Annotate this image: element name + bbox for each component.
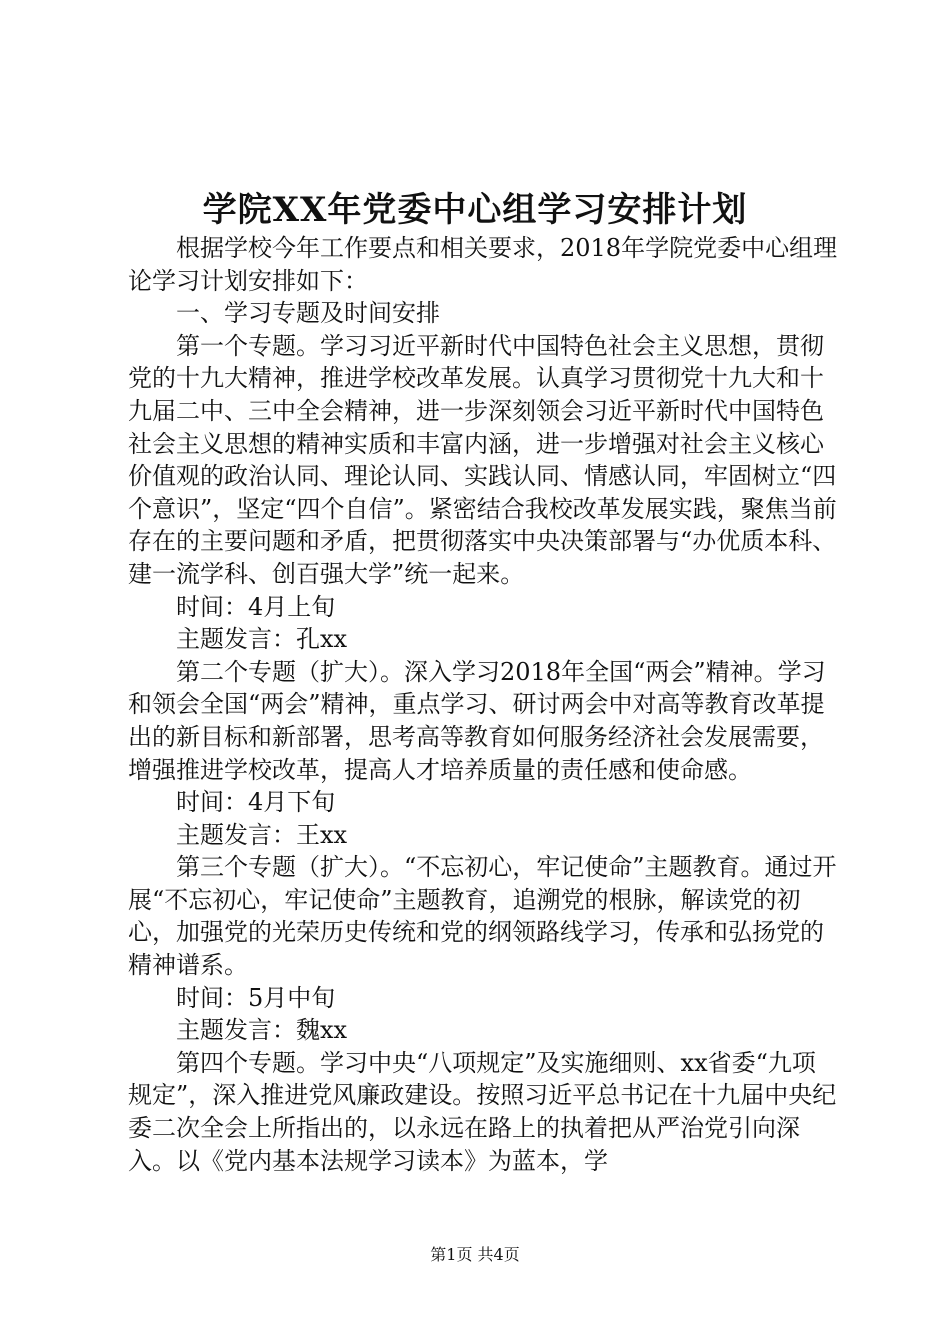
topic-2-time: 时间：4月下旬 (176, 788, 336, 817)
topic-3-speaker: 主题发言：魏xx (176, 1016, 348, 1045)
paragraph-topic-2: 第二个专题（扩大）。深入学习2018年全国“两会”精神。学习和领会全国“两会”精神，重点学习、研讨两会中对高等教育改革提出的新目标和新部署，思考高等教育如何服务经济社会发展需要，增强推进学校改革，提高人才培养质量的责任感和使命感。 (128, 657, 826, 784)
document-body (128, 232, 838, 1177)
page-footer: 第1页 共4页 (430, 1245, 520, 1264)
document-title: 学院XX年党委中心组学习安排计划 (202, 190, 748, 230)
paragraph-topic-3: 第三个专题（扩大）。“不忘初心，牢记使命”主题教育。通过开展“不忘初心，牢记使命”主题教育，追溯党的根脉，解读党的初心，加强党的光荣历史传统和党的纲领路线学习，传承和弘扬党的精神谱系。 (128, 853, 837, 980)
section-heading: 一、学习专题及时间安排 (176, 299, 440, 328)
topic-3-time: 时间：5月中旬 (176, 983, 336, 1012)
paragraph-topic-4: 第四个专题。学习中央“八项规定”及实施细则、xx省委“九项规定”，深入推进党风廉政建设。按照习近平总书记在十九届中央纪委二次全会上所指出的，以永远在路上的执着把从严治党引向深入。以《党内基本法规学习读本》为蓝本，学 (128, 1048, 837, 1175)
topic-2-speaker: 主题发言：王xx (176, 820, 348, 849)
paragraph-intro: 根据学校今年工作要点和相关要求，2018年学院党委中心组理论学习计划安排如下： (128, 234, 838, 295)
topic-1-time: 时间：4月上旬 (176, 592, 336, 621)
paragraph-topic-1: 第一个专题。学习习近平新时代中国特色社会主义思想，贯彻党的十九大精神，推进学校改革发展。认真学习贯彻党十九大和十九届二中、三中全会精神，进一步深刻领会习近平新时代中国特色社会主义思想的精神实质和丰富内涵，进一步增强对社会主义核心价值观的政治认同、理论认同、实践认同、情感认同，牢固树立“四个意识”，坚定“四个自信”。紧密结合我校改革发展实践，聚焦当前存在的主要问题和矛盾，把贯彻落实中央决策部署与“办优质本科、建一流学科、创百强大学”统一起来。 (128, 331, 837, 588)
topic-1-speaker: 主题发言：孔xx (176, 625, 348, 654)
